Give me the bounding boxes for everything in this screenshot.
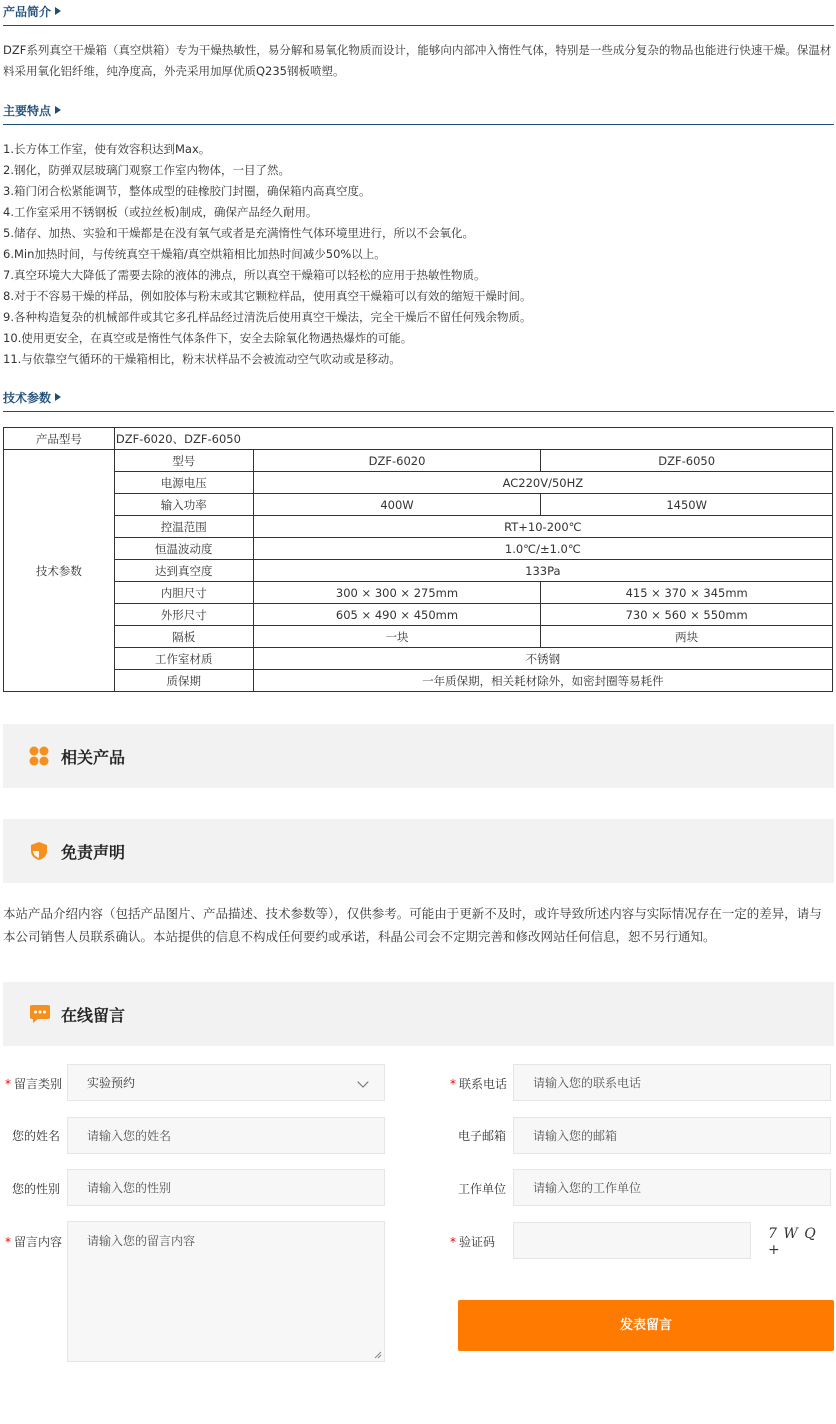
list-item: 10.使用更安全，在真空或是惰性气体条件下，安全去除氧化物遇热爆炸的可能。 (3, 331, 413, 345)
param-name: 输入功率 (114, 494, 253, 516)
param-name: 电源电压 (114, 472, 253, 494)
message-bar (3, 982, 834, 1046)
disclaimer-bar (3, 819, 834, 883)
param-value: 605 × 490 × 450mm (253, 604, 541, 626)
content-label: * 留言内容 (5, 1235, 63, 1249)
captcha-input[interactable] (513, 1222, 751, 1259)
param-value: 730 × 560 × 550mm (541, 604, 833, 626)
param-value: 300 × 300 × 275mm (253, 582, 541, 604)
param-value: DZF-6020 (253, 450, 541, 472)
param-value: 415 × 370 × 345mm (541, 582, 833, 604)
spec-table (3, 427, 833, 692)
table-row (4, 648, 833, 670)
param-value: 不锈钢 (253, 648, 832, 670)
param-name: 外形尺寸 (114, 604, 253, 626)
message-title: 在线留言 (61, 1006, 126, 1025)
param-name: 隔板 (114, 626, 253, 648)
list-item: 8.对于不容易干燥的样品，例如胶体与粉末或其它颗粒样品，使用真空干燥箱可以有效的缩短干燥时间。 (3, 289, 532, 303)
table-row (4, 428, 833, 450)
param-value: 133Pa (253, 560, 832, 582)
list-item: 6.Min加热时间，与传统真空干燥箱/真空烘箱相比加热时间减少50%以上。 (3, 247, 386, 261)
company-label: 工作单位 (458, 1182, 507, 1196)
company-input[interactable]: 请输入您的工作单位 (513, 1169, 831, 1206)
disclaimer-text: 本站产品介绍内容（包括产品图片、产品描述、技术参数等），仅供参考。可能由于更新不及时，或许导致所述内容与实际情况存在一定的差异，请与本公司销售人员联系确认。本站提供的信息不构成任何要约或承诺，科晶公司会不定期完善和修改网站任何信息，恕不另行通知。 (3, 906, 822, 944)
section-spec-heading (3, 386, 834, 412)
intro-text: DZF系列真空干燥箱（真空烘箱）专为干燥热敏性，易分解和易氧化物质而设计，能够向内部冲入惰性气体，特别是一些成分复杂的物品也能进行快速干燥。保温材料采用氧化铝纤维，纯净度高，外壳采用加厚优质Q235钢板喷塑。 (3, 43, 832, 78)
list-item: 3.箱门闭合松紧能调节，整体成型的硅橡胶门封圈，确保箱内高真空度。 (3, 184, 371, 198)
param-value: DZF-6050 (541, 450, 833, 472)
param-name: 控温范围 (114, 516, 253, 538)
param-name: 内胆尺寸 (114, 582, 253, 604)
section-title: 技术参数 (3, 391, 52, 405)
resize-handle-icon[interactable] (374, 1351, 382, 1359)
email-input[interactable]: 请输入您的邮箱 (513, 1117, 831, 1154)
param-value: 1450W (541, 494, 833, 516)
table-row (4, 604, 833, 626)
phone-label: * 联系电话 (450, 1077, 508, 1091)
email-label: 电子邮箱 (458, 1129, 507, 1143)
feature-list (3, 139, 834, 370)
section-title: 产品简介 (3, 5, 52, 19)
table-row (4, 472, 833, 494)
param-value: 两块 (541, 626, 833, 648)
table-row (4, 494, 833, 516)
param-value: AC220V/50HZ (253, 472, 832, 494)
submit-button[interactable]: 发表留言 (458, 1300, 834, 1351)
related-title: 相关产品 (61, 748, 126, 767)
grid-dots-icon (29, 746, 49, 766)
list-item: 1.长方体工作室，使有效容积达到Max。 (3, 142, 211, 156)
model-value: DZF-6020、DZF-6050 (114, 428, 832, 450)
gender-input[interactable]: 请输入您的性别 (67, 1169, 385, 1206)
name-input[interactable]: 请输入您的姓名 (67, 1117, 385, 1154)
related-products-bar (3, 724, 834, 788)
param-name: 工作室材质 (114, 648, 253, 670)
list-item: 5.储存、加热、实验和干燥都是在没有氧气或者是充满惰性气体环境里进行，所以不会氧化。 (3, 226, 474, 240)
section-features-heading (3, 99, 834, 125)
table-row (4, 450, 833, 472)
param-value: 一年质保期，相关耗材除外，如密封圈等易耗件 (253, 670, 832, 692)
list-item: 4.工作室采用不锈钢板（或拉丝板)制成，确保产品经久耐用。 (3, 205, 318, 219)
param-value: RT+10-200℃ (253, 516, 832, 538)
content-textarea[interactable]: 请输入您的留言内容 (67, 1221, 385, 1362)
section-intro-heading (3, 0, 834, 26)
list-item: 11.与依靠空气循环的干燥箱相比，粉末状样品不会被流动空气吹动或是移动。 (3, 352, 401, 366)
shield-icon (29, 841, 49, 861)
chevron-down-icon (357, 1076, 368, 1087)
triangle-right-icon (55, 106, 61, 114)
category-label: * 留言类别 (5, 1077, 63, 1091)
list-item: 7.真空环境大大降低了需要去除的液体的沸点，所以真空干燥箱可以轻松的应用于热敏性物质。 (3, 268, 486, 282)
captcha-image[interactable]: 7 W Q + (768, 1226, 817, 1258)
table-row (4, 670, 833, 692)
table-row (4, 626, 833, 648)
table-row (4, 516, 833, 538)
category-select[interactable]: 实验预约 (67, 1064, 385, 1101)
gender-label: 您的性别 (12, 1182, 61, 1196)
table-row (4, 538, 833, 560)
param-value: 1.0℃/±1.0℃ (253, 538, 832, 560)
phone-input[interactable]: 请输入您的联系电话 (513, 1064, 831, 1101)
captcha-label: * 验证码 (450, 1235, 496, 1249)
table-row (4, 582, 833, 604)
param-value: 一块 (253, 626, 541, 648)
disclaimer-title: 免责声明 (61, 843, 126, 862)
table-row (4, 560, 833, 582)
chat-bubble-icon (29, 1004, 51, 1024)
triangle-right-icon (55, 7, 61, 15)
name-label: 您的姓名 (12, 1129, 61, 1143)
param-value: 400W (253, 494, 541, 516)
param-name: 质保期 (114, 670, 253, 692)
model-label: 产品型号 (4, 428, 115, 450)
list-item: 2.钢化，防弹双层玻璃门观察工作室内物体，一目了然。 (3, 163, 290, 177)
param-name: 达到真空度 (114, 560, 253, 582)
section-title: 主要特点 (3, 104, 52, 118)
param-name: 型号 (114, 450, 253, 472)
list-item: 9.各种构造复杂的机械部件或其它多孔样品经过清洗后使用真空干燥法，完全干燥后不留任何残余物质。 (3, 310, 532, 324)
triangle-right-icon (55, 393, 61, 401)
group-label: 技术参数 (4, 450, 115, 692)
param-name: 恒温波动度 (114, 538, 253, 560)
